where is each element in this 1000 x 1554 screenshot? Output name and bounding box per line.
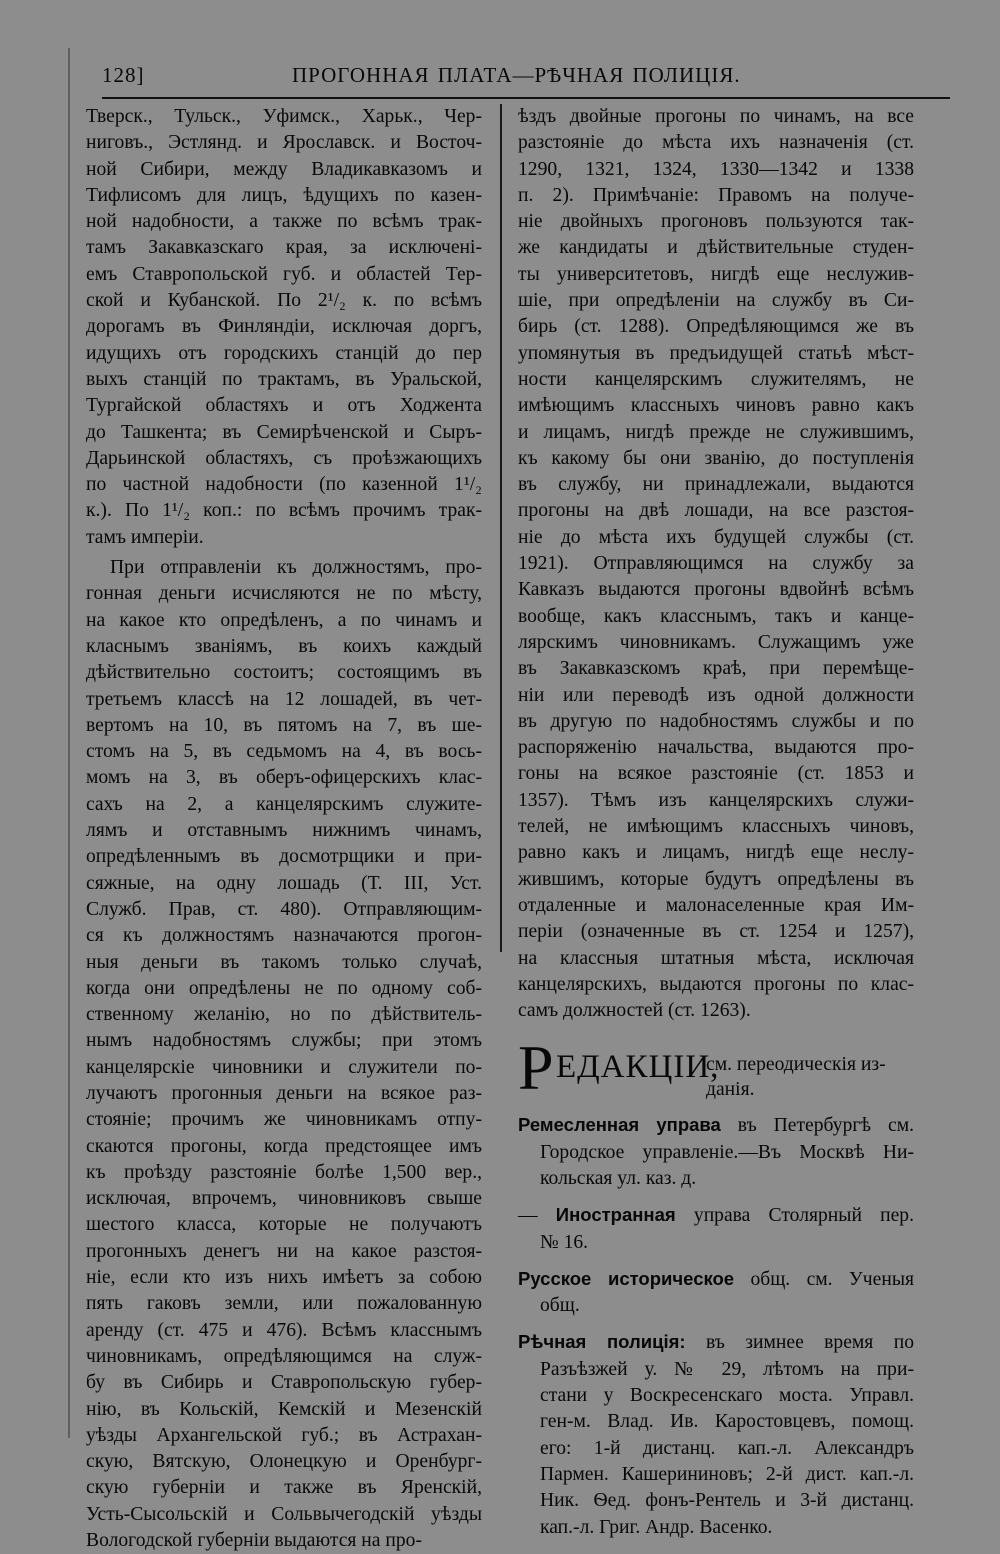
heading-note: см. переодическія из-данія.: [706, 1054, 886, 1101]
text-line: 1357). Тѣмъ изъ канцелярскихъ служи-: [518, 789, 914, 811]
left-column: [86, 104, 482, 1554]
text-line: идущихъ отъ городскихъ станцій до пер: [86, 342, 482, 364]
text-line: Служб. Прав, ст. 480). Отправляющим-: [86, 898, 482, 920]
text-line: исключая, впрочемъ, чиновниковъ свыше: [86, 1188, 482, 1210]
text-line: Тургайской областяхъ и отъ Ходжента: [86, 395, 482, 417]
text-line: Усть-Сысольскій и Сольвычегодскій уѣзды: [86, 1503, 482, 1525]
heading-word: ЕДАКЦІИ,: [556, 1049, 720, 1086]
text-line: въ службу, ни принадлежали, выдаются: [518, 474, 914, 496]
text-line: лярскимъ чиновникамъ. Служащимъ уже: [518, 631, 914, 653]
text-line: ныя деньги въ такомъ только случаѣ,: [86, 951, 482, 973]
entry-line: его: 1-й дистанц. кап.-л. Александръ: [540, 1437, 914, 1459]
text-line: періи (означенные въ ст. 1254 и 1257),: [518, 921, 914, 943]
text-line: прогоны на двѣ лошади, на все разстоя-: [518, 500, 914, 522]
text-line: гонная деньги исчисляются не по мѣсту,: [86, 583, 482, 605]
right-column: [518, 104, 914, 1541]
text-line: стояніе; прочимъ же чиновникамъ отпу-: [86, 1109, 482, 1131]
text-line: класнымъ званіямъ, въ коихъ каждый: [86, 635, 482, 657]
text-line: ся къ должностямъ назначаются прогон-: [86, 925, 482, 947]
text-line: При отправленіи къ должностямъ, про-: [110, 557, 482, 579]
text-line: канцелярскихъ, выдаются прогоны по клас-: [518, 973, 914, 995]
text-line: распоряженію начальства, выдаются про-: [518, 737, 914, 759]
directory-entry: [518, 1329, 914, 1540]
entry-line: общ.: [540, 1295, 580, 1317]
text-line: Тверск., Тульск., Уфимск., Харьк., Чер-: [86, 106, 482, 127]
entry-line: Пармен. Кашерининовъ; 2-й дист. кап.-л.: [540, 1463, 914, 1485]
text-line: стомъ на 5, въ седьмомъ на 4, въ вось-: [86, 741, 482, 763]
entry-first-line: [518, 1202, 914, 1229]
entry-term: Иностранная: [555, 1204, 676, 1226]
entry-term: Ремесленная управа: [518, 1114, 721, 1136]
left-paragraph-1: [86, 104, 482, 551]
text-line: п. 2). Примѣчаніе: Правомъ на получе-: [518, 184, 914, 206]
entry-line: кап.-л. Григ. Андр. Васенко.: [540, 1516, 773, 1538]
text-line: вертомъ на 10, въ пятомъ на 7, въ ше-: [86, 714, 482, 736]
entry-line: кольская ул. каз. д.: [540, 1167, 697, 1189]
text-line: упомянутыя въ предъидущей статьѣ мѣст-: [518, 342, 914, 364]
page-number: 128]: [102, 63, 145, 87]
text-line: къ проѣзду разстояніе болѣе 1,500 вер.,: [86, 1161, 482, 1183]
right-paragraph-1: [518, 104, 914, 1024]
text-line: же кандидаты и дѣйствительные студен-: [518, 237, 914, 259]
text-line: ніи или переводѣ изъ одной должности: [518, 684, 914, 706]
text-line: ниговъ., Эстлянд. и Ярославск. и Восточ-: [86, 132, 482, 154]
text-line: пять гаковъ земли, или пожалованную: [86, 1293, 482, 1315]
text-line: лямъ и отставнымъ нижнимъ чинамъ,: [86, 820, 482, 842]
text-line: дорогамъ въ Финляндіи, исключая доргъ,: [86, 316, 482, 338]
text-line: Кавказъ выдаются прогоны вдвойнѣ всѣмъ: [518, 579, 914, 601]
text-line: ной Сибири, между Владикавказомъ и: [86, 158, 482, 180]
text-line: на какое кто опредѣленъ, а по чинамъ и: [86, 609, 482, 631]
text-line: емъ Ставропольской губ. и областей Тер-: [86, 263, 482, 285]
text-line: ніе до мѣста ихъ будущей службы (ст.: [518, 526, 914, 548]
text-line: ственному желанію, но по дѣйствитель-: [86, 1004, 482, 1026]
text-line: канцелярскіе чиновники и служители по-: [86, 1056, 482, 1078]
text-line: шестого класса, которые не получаютъ: [86, 1214, 482, 1236]
text-line: ной надобности, а также по всѣмъ трак-: [86, 211, 482, 233]
text-line: разстояніе до мѣста ихъ назначенія (ст.: [518, 132, 914, 154]
entry-text: управа Столярный пер.: [675, 1205, 914, 1227]
text-line: 1290, 1321, 1324, 1330—1342 и 1338: [518, 158, 914, 180]
text-line: гоны на всякое разстояніе (ст. 1853 и: [518, 763, 914, 785]
drop-cap: Р: [518, 1032, 554, 1104]
text-line: отдаленные и малонаселенные края Им-: [518, 894, 914, 916]
left-paragraph-2: [86, 555, 482, 1554]
text-line: ѣздъ двойные прогоны по чинамъ, на все: [518, 106, 914, 127]
entry-term: Русское историческое: [518, 1267, 735, 1289]
entry-list: [518, 1112, 914, 1540]
page: [62, 38, 952, 1552]
text-line: когда они опредѣлены не по одному соб-: [86, 977, 482, 999]
text-line: вообще, какъ класснымъ, такъ и канце-: [518, 605, 914, 627]
text-line: жившимъ, которые будутъ опредѣлены въ: [518, 868, 914, 890]
running-head: ПРОГОННАЯ ПЛАТА—РѢЧНАЯ ПОЛИЦІЯ.: [292, 63, 741, 87]
text-line: ніе двойныхъ прогоновъ пользуются так-: [518, 211, 914, 233]
entry-line: № 16.: [540, 1231, 589, 1253]
entry-text: въ зимнее время по: [685, 1332, 914, 1354]
entry-first-line: [518, 1266, 914, 1293]
section-heading: [518, 1032, 914, 1104]
entry-line: ген-м. Влад. Ив. Каростовцевъ, помощ.: [540, 1411, 914, 1433]
entry-first-line: [518, 1112, 914, 1139]
entry-line: стани у Воскресенскаго моста. Управл.: [540, 1385, 914, 1407]
text-line: лучаютъ прогонныя деньги на всякое раз-: [86, 1082, 482, 1104]
directory-entry: [518, 1202, 914, 1256]
text-line: и лицамъ, нигдѣ прежде не служившимъ,: [518, 421, 914, 443]
text-line: Вологодской губерніи выдаются на про-: [86, 1530, 422, 1552]
text-line: ніе, если кто изъ нихъ имѣетъ за собою: [86, 1267, 482, 1289]
text-line: шіе, при опредѣленіи на службу въ Си-: [518, 290, 914, 312]
text-line: ской и Кубанской. По 2¹/₂ к. по всѣмъ: [86, 290, 482, 312]
directory-entry: [518, 1112, 914, 1192]
text-line: по частной надобности (по казенной 1¹/₂: [86, 474, 482, 496]
text-line: 1921). Отправляющимся на службу за: [518, 553, 914, 575]
directory-entry: [518, 1266, 914, 1320]
header-rule: [102, 97, 950, 99]
text-line: тамъ имперіи.: [86, 526, 204, 548]
entry-line: Ник. Ѳед. фонъ-Рентель и 3-й дистанц.: [540, 1490, 914, 1512]
entry-term: Рѣчная полиція:: [518, 1331, 686, 1353]
entry-line: Городское управленіе.—Въ Москвѣ Ни-: [540, 1141, 914, 1163]
text-line: аренду (ст. 475 и 476). Всѣмъ класснымъ: [86, 1319, 482, 1341]
text-line: бу въ Сибирь и Ставропольскую губер-: [86, 1372, 482, 1394]
entry-text: въ Петербургѣ см.: [720, 1115, 914, 1137]
text-line: скую, Вятскую, Олонецкую и Оренбург-: [86, 1451, 482, 1473]
text-line: ты университетовъ, нигдѣ еще неслужив-: [518, 263, 914, 285]
text-line: имѣющимъ классныхъ чиновъ равно какъ: [518, 395, 914, 417]
text-line: чиновникамъ, опредѣляющимся на служ-: [86, 1345, 482, 1367]
text-line: нымъ надобностямъ службы; при этомъ: [86, 1030, 482, 1052]
page-header: [102, 63, 942, 95]
text-line: самъ должностей (ст. 1263).: [518, 1000, 751, 1022]
text-line: къ какому бы они званію, до поступленія: [518, 447, 914, 469]
text-line: дѣйствительно состоитъ; состоящимъ въ: [86, 662, 482, 684]
text-line: выхъ станцій по трактамъ, въ Уральской,: [86, 368, 482, 390]
text-line: въ другую по надобностямъ службы и по: [518, 710, 914, 732]
entry-dash: —: [518, 1205, 556, 1227]
text-line: прогонныхъ денегъ ни на какое разстоя-: [86, 1240, 482, 1262]
text-line: нію, въ Кольскій, Кемскій и Мезенскій: [86, 1398, 482, 1420]
text-line: бирь (ст. 1288). Опредѣляющимся же въ: [518, 316, 914, 338]
entry-first-line: [518, 1329, 914, 1356]
text-line: Тифлисомъ для лицъ, ѣдущихъ по казен-: [86, 184, 482, 206]
text-line: на классныя штатныя мѣста, исключая: [518, 947, 914, 969]
entry-line: Разъѣзжей у. № 29, лѣтомъ на при-: [540, 1358, 914, 1380]
column-rule: [500, 104, 502, 952]
text-line: въ Закавказскомъ краѣ, при перемѣще-: [518, 658, 914, 680]
entry-text: общ. см. Ученыя: [734, 1268, 915, 1290]
text-line: к.). По 1¹/₂ коп.: по всѣмъ прочимъ трак-: [86, 500, 482, 522]
text-line: уѣзды Архангельской губ.; въ Астрахан-: [86, 1424, 482, 1446]
text-line: сяжные, на одну лошадь (Т. III, Уст.: [86, 872, 482, 894]
text-line: третьемъ классѣ на 12 лошадей, въ чет-: [86, 688, 482, 710]
page-edge-shadow: [68, 48, 70, 1438]
text-line: скую губерніи и также въ Яренскій,: [86, 1477, 482, 1499]
text-line: до Ташкента; въ Семирѣченской и Сыръ-: [86, 421, 482, 443]
text-line: момъ на 3, въ оберъ-офицерскихъ клас-: [86, 767, 482, 789]
text-line: ности канцелярскимъ служителямъ, не: [518, 368, 914, 390]
text-line: скаются прогоны, когда предстоящее имъ: [86, 1135, 482, 1157]
text-line: опредѣленнымъ въ досмотрщики и при-: [86, 846, 482, 868]
text-line: сахъ на 2, а канцелярскимъ служите-: [86, 793, 482, 815]
text-line: Дарьинской областяхъ, съ проѣзжающихъ: [86, 447, 482, 469]
text-line: тамъ Закавказскаго края, за исключені-: [86, 237, 482, 259]
text-line: равно какъ и лицамъ, нигдѣ еще неслу-: [518, 842, 914, 864]
text-line: телей, не имѣющимъ классныхъ чиновъ,: [518, 816, 914, 838]
